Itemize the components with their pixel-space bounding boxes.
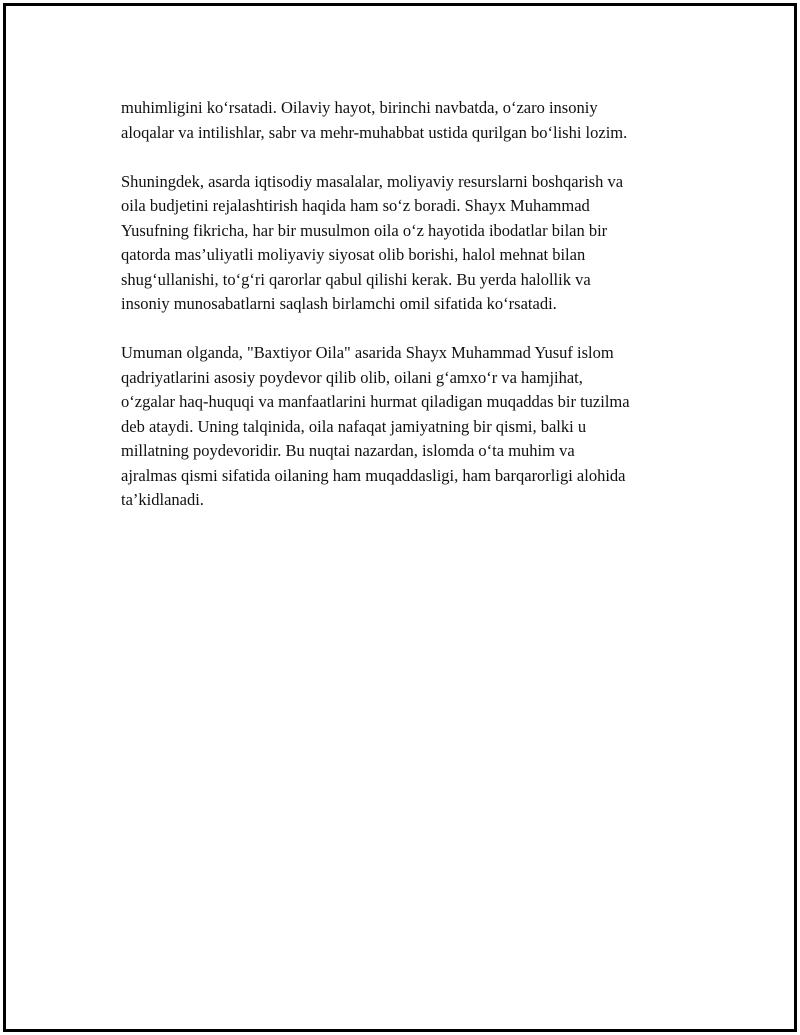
text-line: Umuman olganda, "Baxtiyor Oila" asarida Shayx Muhammad Yusuf islom (121, 343, 614, 362)
text-line: ajralmas qismi sifatida oilaning ham muqaddasligi, ham barqarorligi alohida (121, 465, 626, 485)
text-line: muhimligini ko‘rsatadi. Oilaviy hayot, birinchi navbatda, o‘zaro insoniy (121, 98, 598, 117)
text-line: qadriyatlarini asosiy poydevor qilib olib, oilani g‘amxo‘r va hamjihat, (121, 367, 583, 387)
text-line: Shuningdek, asarda iqtisodiy masalalar, moliyaviy resurslarni boshqarish va (121, 171, 624, 191)
text-line: oila budjetini rejalashtirish haqida ham so‘z boradi. Shayx Muhammad (121, 196, 590, 215)
paragraph-3 (121, 341, 696, 513)
text-line: insoniy munosabatlarni saqlash birlamchi omil sifatida ko‘rsatadi. (121, 294, 557, 313)
text-line: shug‘ullanishi, to‘g‘ri qarorlar qabul qilishi kerak. Bu yerda halollik va (121, 269, 591, 289)
text-line: Yusufning fikricha, har bir musulmon oila o‘z hayotida ibodatlar bilan bir (121, 220, 608, 240)
paragraph-2 (121, 170, 696, 317)
text-line: deb ataydi. Uning talqinida, oila nafaqat jamiyatning bir qismi, balki u (121, 416, 587, 436)
page-frame (3, 3, 797, 1032)
paragraph-1 (121, 96, 696, 145)
text-line: o‘zgalar haq-huquqi va manfaatlarini hurmat qiladigan muqaddas bir tuzilma (121, 392, 630, 411)
text-line: aloqalar va intilishlar, sabr va mehr-muhabbat ustida qurilgan bo‘lishi lozim. (121, 122, 628, 142)
text-line: ta’kidlanadi. (121, 490, 204, 509)
text-line: millatning poydevoridir. Bu nuqtai nazardan, islomda o‘ta muhim va (121, 441, 575, 460)
document-body (121, 96, 696, 537)
text-line: qatorda mas’uliyatli moliyaviy siyosat olib borishi, halol mehnat bilan (121, 245, 586, 264)
